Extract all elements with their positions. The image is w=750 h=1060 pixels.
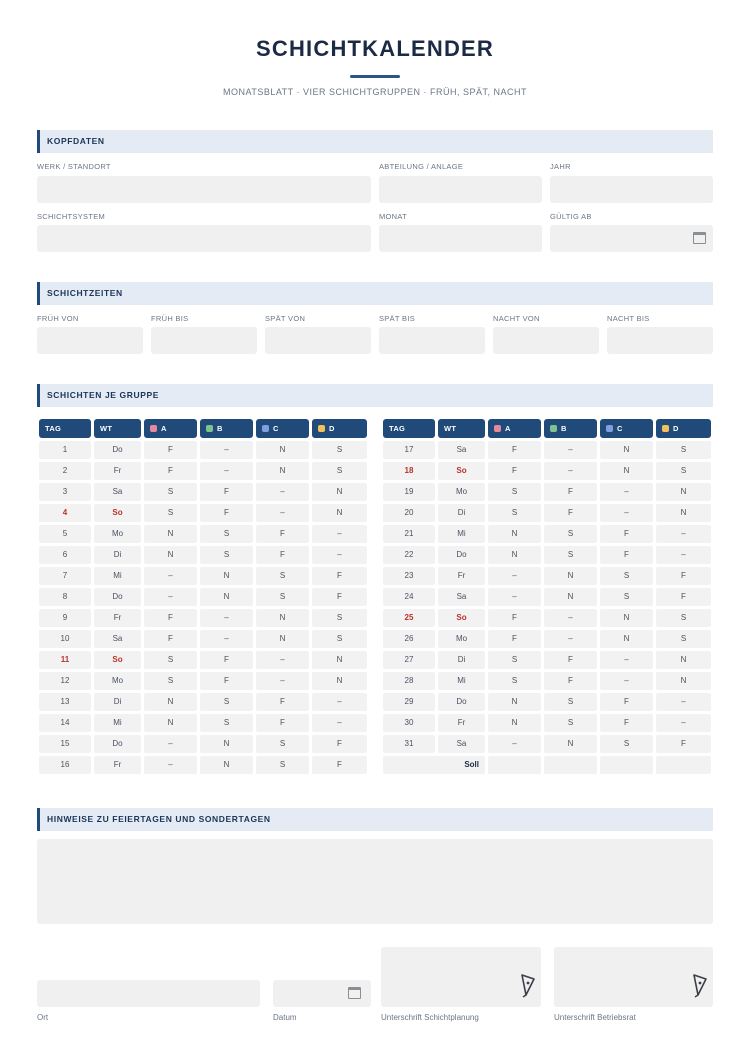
shift-cell-c[interactable]: N xyxy=(600,609,653,627)
shift-cell-a[interactable]: – xyxy=(488,735,541,753)
weekday-cell: Di xyxy=(438,504,485,522)
shift-cell-c[interactable]: S xyxy=(256,756,309,774)
day-cell: 4 xyxy=(39,504,91,522)
shift-cell-c[interactable]: – xyxy=(256,651,309,669)
weekday-cell: Fr xyxy=(438,714,485,732)
weekday-cell: Mi xyxy=(94,567,141,585)
shift-cell-b[interactable]: N xyxy=(200,567,253,585)
shift-cell-a[interactable]: F xyxy=(144,462,197,480)
group-swatch-d xyxy=(318,425,325,432)
weekday-cell: So xyxy=(94,504,141,522)
shift-cell-c[interactable]: S xyxy=(600,735,653,753)
frueh-von-field[interactable] xyxy=(37,327,143,354)
group-swatch-a xyxy=(150,425,157,432)
day-cell: 17 xyxy=(383,441,435,459)
nacht-von-field[interactable] xyxy=(493,327,599,354)
signature-schichtplanung-field[interactable] xyxy=(381,947,541,1007)
shift-cell-b[interactable]: F xyxy=(200,483,253,501)
col-header-label: C xyxy=(617,424,623,433)
shift-cell-b[interactable]: S xyxy=(200,525,253,543)
weekday-cell: Di xyxy=(438,651,485,669)
weekday-cell: Mi xyxy=(94,714,141,732)
weekday-cell: Do xyxy=(438,693,485,711)
shift-cell-b[interactable]: N xyxy=(544,567,597,585)
col-header-group-a xyxy=(144,419,197,438)
shift-cell-a[interactable]: N xyxy=(488,714,541,732)
weekday-cell: Mi xyxy=(438,672,485,690)
nacht-bis-label: NACHT BIS xyxy=(607,314,650,323)
title-underline xyxy=(350,75,400,78)
weekday-cell: Mo xyxy=(94,672,141,690)
shift-cell-b[interactable]: F xyxy=(200,672,253,690)
shift-cell-a[interactable]: – xyxy=(488,567,541,585)
col-header-label: A xyxy=(505,424,511,433)
shift-cell-d[interactable]: S xyxy=(312,462,367,480)
shift-cell-d[interactable]: F xyxy=(656,588,711,606)
shift-cell-b[interactable]: S xyxy=(200,546,253,564)
nacht-von-label: NACHT VON xyxy=(493,314,540,323)
weekday-cell: Do xyxy=(94,441,141,459)
shift-cell-d[interactable]: F xyxy=(312,756,367,774)
hinweise-textarea[interactable] xyxy=(37,839,713,924)
shift-cell-a[interactable]: F xyxy=(144,609,197,627)
shift-cell-d[interactable]: – xyxy=(656,714,711,732)
day-cell: 13 xyxy=(39,693,91,711)
weekday-cell: Mi xyxy=(438,525,485,543)
day-cell: 30 xyxy=(383,714,435,732)
shift-cell-b[interactable]: – xyxy=(544,462,597,480)
monat-field[interactable] xyxy=(379,225,542,252)
day-cell: 21 xyxy=(383,525,435,543)
shift-cell-d[interactable]: – xyxy=(656,525,711,543)
section-schichten: SCHICHTEN JE GRUPPE xyxy=(37,384,713,407)
gueltig-field[interactable] xyxy=(550,225,713,252)
weekday-cell: Do xyxy=(438,546,485,564)
shift-cell-c[interactable]: S xyxy=(600,567,653,585)
shift-cell-d[interactable]: F xyxy=(312,567,367,585)
col-header-group-d xyxy=(312,419,367,438)
day-cell: 9 xyxy=(39,609,91,627)
col-header-label: D xyxy=(673,424,679,433)
weekday-cell: So xyxy=(438,609,485,627)
shift-cell-c[interactable]: N xyxy=(600,441,653,459)
col-header-label: D xyxy=(329,424,335,433)
shift-cell-d[interactable]: N xyxy=(656,672,711,690)
shift-cell-c[interactable]: N xyxy=(256,630,309,648)
section-kopfdaten: KOPFDATEN xyxy=(37,130,713,153)
col-header-group-b xyxy=(200,419,253,438)
weekday-cell: Sa xyxy=(438,735,485,753)
weekday-cell: Fr xyxy=(94,462,141,480)
shift-cell-b[interactable]: – xyxy=(200,630,253,648)
gueltig-label: GÜLTIG AB xyxy=(550,212,592,221)
shift-cell-c[interactable]: S xyxy=(256,588,309,606)
shift-cell-c[interactable]: N xyxy=(600,630,653,648)
day-cell: 20 xyxy=(383,504,435,522)
shift-cell-c[interactable]: N xyxy=(256,441,309,459)
shift-cell-c[interactable]: F xyxy=(600,714,653,732)
day-cell: 11 xyxy=(39,651,91,669)
shift-cell-d[interactable]: S xyxy=(656,630,711,648)
shift-cell-c[interactable]: F xyxy=(256,546,309,564)
shift-cell-c[interactable]: F xyxy=(256,693,309,711)
shift-cell-b[interactable]: F xyxy=(200,651,253,669)
section-hinweise: HINWEISE ZU FEIERTAGEN UND SONDERTAGEN xyxy=(37,808,713,831)
shift-cell-d[interactable]: N xyxy=(656,504,711,522)
shift-cell-c[interactable]: N xyxy=(256,609,309,627)
shift-cell-b[interactable]: S xyxy=(544,693,597,711)
shift-cell-a[interactable]: – xyxy=(144,735,197,753)
col-header-label: TAG xyxy=(389,424,406,433)
weekday-cell: Mo xyxy=(438,630,485,648)
col-header-label: WT xyxy=(444,424,457,433)
shift-cell-d[interactable]: N xyxy=(656,483,711,501)
day-cell: 26 xyxy=(383,630,435,648)
shift-cell-b[interactable]: N xyxy=(544,735,597,753)
abteilung-field[interactable] xyxy=(379,176,542,203)
shift-cell-c[interactable]: – xyxy=(600,672,653,690)
weekday-cell: Fr xyxy=(94,756,141,774)
group-swatch-c xyxy=(262,425,269,432)
shift-cell-d[interactable]: S xyxy=(656,609,711,627)
calendar-icon[interactable] xyxy=(693,232,706,244)
shift-cell-d[interactable]: F xyxy=(312,588,367,606)
shift-cell-a[interactable]: S xyxy=(488,483,541,501)
jahr-label: JAHR xyxy=(550,162,571,171)
shift-cell-d[interactable]: S xyxy=(312,630,367,648)
group-swatch-b xyxy=(550,425,557,432)
shift-cell-c[interactable]: F xyxy=(600,693,653,711)
shift-cell-d[interactable]: F xyxy=(656,567,711,585)
col-header-label: B xyxy=(217,424,223,433)
day-cell: 23 xyxy=(383,567,435,585)
shift-cell-a[interactable]: S xyxy=(144,651,197,669)
shift-cell-a[interactable]: F xyxy=(488,441,541,459)
shift-cell-c[interactable]: S xyxy=(256,567,309,585)
col-header-group-d xyxy=(656,419,711,438)
shift-cell-c[interactable]: F xyxy=(600,546,653,564)
weekday-cell: So xyxy=(438,462,485,480)
day-cell: 28 xyxy=(383,672,435,690)
frueh-von-label: FRÜH VON xyxy=(37,314,79,323)
shift-cell-b[interactable]: N xyxy=(544,588,597,606)
day-cell: 12 xyxy=(39,672,91,690)
shift-cell-b[interactable]: – xyxy=(200,441,253,459)
shift-cell-a[interactable]: S xyxy=(144,504,197,522)
shift-cell-d[interactable]: – xyxy=(656,693,711,711)
group-swatch-a xyxy=(494,425,501,432)
col-header-group-c xyxy=(256,419,309,438)
weekday-cell: Sa xyxy=(438,588,485,606)
day-cell: 5 xyxy=(39,525,91,543)
shift-cell-d[interactable]: N xyxy=(312,483,367,501)
spaet-von-label: SPÄT VON xyxy=(265,314,306,323)
day-cell: 6 xyxy=(39,546,91,564)
shift-cell-d[interactable]: N xyxy=(656,651,711,669)
shift-cell-c[interactable]: – xyxy=(256,504,309,522)
weekday-cell: Mo xyxy=(94,525,141,543)
shift-cell-c[interactable]: F xyxy=(600,525,653,543)
weekday-cell: Sa xyxy=(94,630,141,648)
weekday-cell: Sa xyxy=(438,441,485,459)
shift-cell-a[interactable]: F xyxy=(144,441,197,459)
shift-cell-a[interactable]: – xyxy=(144,567,197,585)
shift-cell-c[interactable]: N xyxy=(256,462,309,480)
day-cell: 2 xyxy=(39,462,91,480)
abteilung-label: ABTEILUNG / ANLAGE xyxy=(379,162,464,171)
shift-cell-a[interactable]: N xyxy=(144,546,197,564)
shift-cell-b[interactable]: F xyxy=(200,504,253,522)
shift-cell-b[interactable]: – xyxy=(544,441,597,459)
shift-cell-d[interactable]: N xyxy=(312,504,367,522)
spaet-von-field[interactable] xyxy=(265,327,371,354)
shift-cell-c[interactable]: – xyxy=(600,504,653,522)
shift-cell-c[interactable]: – xyxy=(256,672,309,690)
day-cell: 22 xyxy=(383,546,435,564)
werk-label: WERK / STANDORT xyxy=(37,162,111,171)
shift-cell-b[interactable]: F xyxy=(544,504,597,522)
group-swatch-b xyxy=(206,425,213,432)
shift-cell-b[interactable]: N xyxy=(200,735,253,753)
page-subtitle: MONATSBLATT · VIER SCHICHTGRUPPEN · FRÜH, SPÄT, NACHT xyxy=(222,87,528,97)
shift-cell-b[interactable]: F xyxy=(544,651,597,669)
day-cell: 10 xyxy=(39,630,91,648)
shift-cell-b[interactable]: S xyxy=(544,525,597,543)
shift-cell-b[interactable]: S xyxy=(200,693,253,711)
day-cell: 7 xyxy=(39,567,91,585)
shift-cell-d[interactable]: F xyxy=(656,735,711,753)
shift-cell-a[interactable]: F xyxy=(488,462,541,480)
shift-cell-b[interactable]: S xyxy=(200,714,253,732)
shift-cell-d[interactable]: N xyxy=(312,672,367,690)
shift-cell-c[interactable]: N xyxy=(600,462,653,480)
schichtsystem-field[interactable] xyxy=(37,225,371,252)
col-header-label: C xyxy=(273,424,279,433)
col-header-wt xyxy=(94,419,141,438)
weekday-cell: So xyxy=(94,651,141,669)
weekday-cell: Sa xyxy=(94,483,141,501)
page-title: SCHICHTKALENDER xyxy=(256,36,494,61)
shift-cell-b[interactable]: – xyxy=(200,609,253,627)
weekday-cell: Do xyxy=(94,588,141,606)
shift-cell-d[interactable]: S xyxy=(656,462,711,480)
signature-schichtplanung-label: Unterschrift Schichtplanung xyxy=(381,1013,479,1022)
shift-cell-c[interactable]: S xyxy=(256,735,309,753)
shift-cell-d[interactable]: – xyxy=(312,546,367,564)
shift-cell-c[interactable]: – xyxy=(600,651,653,669)
shift-cell-d[interactable]: N xyxy=(312,651,367,669)
shift-cell-b[interactable]: – xyxy=(544,630,597,648)
soll-label: Soll xyxy=(383,756,485,774)
col-header-label: A xyxy=(161,424,167,433)
day-cell: 29 xyxy=(383,693,435,711)
weekday-cell: Mo xyxy=(438,483,485,501)
frueh-bis-label: FRÜH BIS xyxy=(151,314,189,323)
shift-cell-a[interactable]: S xyxy=(144,672,197,690)
day-cell: 1 xyxy=(39,441,91,459)
shift-cell-d[interactable]: S xyxy=(312,441,367,459)
col-header-group-c xyxy=(600,419,653,438)
weekday-cell: Di xyxy=(94,693,141,711)
day-cell: 31 xyxy=(383,735,435,753)
day-cell: 24 xyxy=(383,588,435,606)
shift-cell-d[interactable]: – xyxy=(312,525,367,543)
shift-cell-c[interactable]: F xyxy=(256,525,309,543)
soll-cell-b[interactable] xyxy=(544,756,597,774)
col-header-label: WT xyxy=(100,424,113,433)
shift-cell-a[interactable]: – xyxy=(144,756,197,774)
col-header-label: TAG xyxy=(45,424,62,433)
soll-cell-d[interactable] xyxy=(656,756,711,774)
col-header-wt xyxy=(438,419,485,438)
weekday-cell: Fr xyxy=(438,567,485,585)
day-cell: 3 xyxy=(39,483,91,501)
shift-cell-a[interactable]: N xyxy=(488,525,541,543)
shift-cell-d[interactable]: S xyxy=(312,609,367,627)
shift-cell-d[interactable]: S xyxy=(656,441,711,459)
shift-cell-a[interactable]: N xyxy=(488,546,541,564)
shift-cell-c[interactable]: – xyxy=(256,483,309,501)
pen-icon xyxy=(691,974,709,998)
col-header-tag xyxy=(383,419,435,438)
datum-label: Datum xyxy=(273,1013,297,1022)
ort-label: Ort xyxy=(37,1013,49,1022)
shift-cell-b[interactable]: N xyxy=(200,756,253,774)
col-header-label: B xyxy=(561,424,567,433)
jahr-field[interactable] xyxy=(550,176,713,203)
spaet-bis-field[interactable] xyxy=(379,327,485,354)
weekday-cell: Do xyxy=(94,735,141,753)
shift-cell-c[interactable]: S xyxy=(600,588,653,606)
group-swatch-c xyxy=(606,425,613,432)
col-header-group-a xyxy=(488,419,541,438)
col-header-group-b xyxy=(544,419,597,438)
shift-cell-a[interactable]: N xyxy=(144,693,197,711)
spaet-bis-label: SPÄT BIS xyxy=(379,314,416,323)
pen-icon xyxy=(519,974,537,998)
shift-cell-d[interactable]: – xyxy=(656,546,711,564)
shift-cell-c[interactable]: – xyxy=(600,483,653,501)
weekday-cell: Fr xyxy=(94,609,141,627)
shift-cell-a[interactable]: S xyxy=(144,483,197,501)
shift-cell-a[interactable]: S xyxy=(488,672,541,690)
shift-cell-a[interactable]: S xyxy=(488,504,541,522)
day-cell: 8 xyxy=(39,588,91,606)
monat-label: MONAT xyxy=(379,212,408,221)
ort-field[interactable] xyxy=(37,980,260,1007)
shift-cell-a[interactable]: N xyxy=(488,693,541,711)
day-cell: 25 xyxy=(383,609,435,627)
shift-cell-a[interactable]: F xyxy=(488,630,541,648)
shift-cell-c[interactable]: F xyxy=(256,714,309,732)
shift-cell-a[interactable]: N xyxy=(144,714,197,732)
day-cell: 18 xyxy=(383,462,435,480)
shift-cell-a[interactable]: S xyxy=(488,651,541,669)
signature-betriebsrat-field[interactable] xyxy=(554,947,713,1007)
shift-cell-b[interactable]: F xyxy=(544,672,597,690)
shift-cell-a[interactable]: – xyxy=(488,588,541,606)
shift-cell-b[interactable]: N xyxy=(200,588,253,606)
section-schichtzeiten: SCHICHTZEITEN xyxy=(37,282,713,305)
shift-cell-a[interactable]: F xyxy=(488,609,541,627)
col-header-tag xyxy=(39,419,91,438)
soll-cell-c[interactable] xyxy=(600,756,653,774)
schichtsystem-label: SCHICHTSYSTEM xyxy=(37,212,106,221)
werk-field[interactable] xyxy=(37,176,371,203)
shift-cell-a[interactable]: F xyxy=(144,630,197,648)
shift-cell-d[interactable]: – xyxy=(312,693,367,711)
signature-betriebsrat-label: Unterschrift Betriebsrat xyxy=(554,1013,636,1022)
day-cell: 27 xyxy=(383,651,435,669)
shift-cell-d[interactable]: – xyxy=(312,714,367,732)
shift-cell-b[interactable]: – xyxy=(544,609,597,627)
shift-cell-b[interactable]: F xyxy=(544,483,597,501)
day-cell: 15 xyxy=(39,735,91,753)
shift-cell-a[interactable]: N xyxy=(144,525,197,543)
calendar-icon[interactable] xyxy=(348,987,361,999)
weekday-cell: Di xyxy=(94,546,141,564)
day-cell: 16 xyxy=(39,756,91,774)
shift-cell-b[interactable]: S xyxy=(544,714,597,732)
day-cell: 19 xyxy=(383,483,435,501)
nacht-bis-field[interactable] xyxy=(607,327,713,354)
soll-cell-a[interactable] xyxy=(488,756,541,774)
frueh-bis-field[interactable] xyxy=(151,327,257,354)
shift-cell-a[interactable]: – xyxy=(144,588,197,606)
group-swatch-d xyxy=(662,425,669,432)
day-cell: 14 xyxy=(39,714,91,732)
shift-cell-d[interactable]: F xyxy=(312,735,367,753)
shift-cell-b[interactable]: S xyxy=(544,546,597,564)
shift-cell-b[interactable]: – xyxy=(200,462,253,480)
